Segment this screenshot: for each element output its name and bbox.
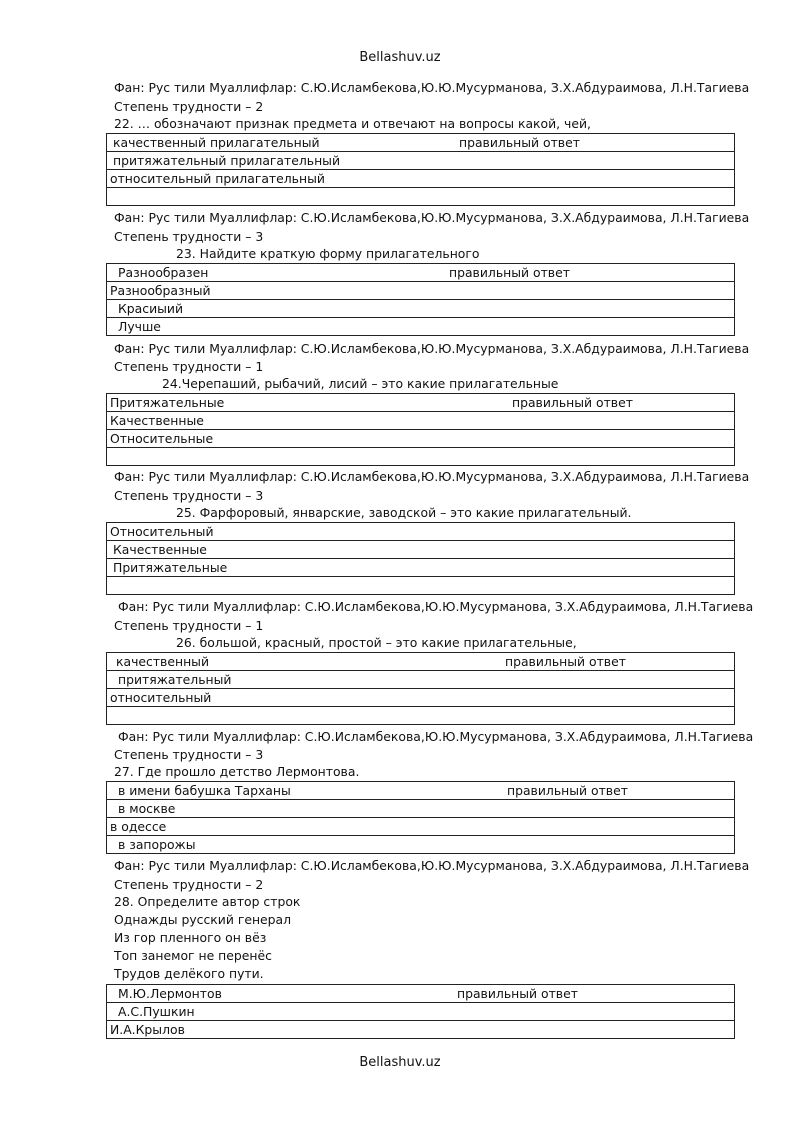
- option-row: [107, 707, 735, 725]
- option-row: [107, 1003, 735, 1021]
- correct-answer-label: правильный ответ: [457, 986, 578, 1001]
- option-row: [107, 134, 735, 152]
- option-row: [107, 188, 735, 206]
- correct-answer-label: правильный ответ: [449, 265, 570, 280]
- option-row: [107, 800, 735, 818]
- option-row: [107, 836, 735, 854]
- option-text: А.С.Пушкин: [118, 1004, 195, 1019]
- question-text: 23. Найдите краткую форму прилагательного: [176, 246, 480, 261]
- option-row: [107, 559, 735, 577]
- poem-line: Топ занемог не перенёс: [114, 948, 272, 963]
- options-table: [106, 263, 735, 336]
- option-text: Разнообразен: [118, 265, 209, 280]
- option-row: [107, 1021, 735, 1039]
- page-footer: Bellashuv.uz: [359, 1055, 441, 1070]
- option-row: [107, 689, 735, 707]
- option-text: качественный: [116, 654, 210, 669]
- option-text: качественный прилагательный: [113, 135, 320, 150]
- option-text: Красиыий: [118, 301, 184, 316]
- option-text: относительный: [110, 690, 212, 705]
- question-text: 25. Фарфоровый, январские, заводской – это какие прилагательный.: [176, 505, 632, 520]
- question-text: 27. Где прошло детство Лермонтова.: [114, 764, 360, 779]
- correct-answer-label: правильный ответ: [505, 654, 626, 669]
- option-row: [107, 782, 735, 800]
- option-text: в запорожы: [118, 837, 196, 852]
- poem-line: Из гор пленного он вёз: [114, 930, 267, 945]
- poem-line: Однажды русский генерал: [114, 912, 292, 927]
- question-meta: Фан: Рус тили Муаллифлар: С.Ю.Исламбекова,Ю.Ю.Мусурманова, З.Х.Абдураимова, Л.Н.Тагиева: [114, 80, 750, 95]
- option-row: [107, 448, 735, 466]
- question-difficulty: Степень трудности – 3: [114, 488, 264, 503]
- option-row: [107, 671, 735, 689]
- option-row: [107, 430, 735, 448]
- option-text: И.А.Крылов: [110, 1022, 185, 1037]
- option-text: в москве: [118, 801, 176, 816]
- option-row: [107, 541, 735, 559]
- question-difficulty: Степень трудности – 1: [114, 359, 264, 374]
- option-row: [107, 523, 735, 541]
- option-text: Качественные: [110, 413, 204, 428]
- option-text: М.Ю.Лермонтов: [118, 986, 222, 1001]
- question-text: 22. … обозначают признак предмета и отвечают на вопросы какой, чей,: [114, 116, 591, 131]
- question-meta: Фан: Рус тили Муаллифлар: С.Ю.Исламбекова,Ю.Ю.Мусурманова, З.Х.Абдураимова, Л.Н.Тагиева: [114, 858, 750, 873]
- option-text: Качественные: [113, 542, 207, 557]
- option-row: [107, 318, 735, 336]
- option-text: Притяжательные: [110, 395, 225, 410]
- options-table: [106, 393, 735, 466]
- question-difficulty: Степень трудности – 3: [114, 229, 264, 244]
- question-text: 24.Черепаший, рыбачий, лисий – это какие прилагательные: [162, 376, 559, 391]
- correct-answer-label: правильный ответ: [512, 395, 633, 410]
- page-header: Bellashuv.uz: [359, 50, 441, 65]
- option-text: Лучше: [118, 319, 161, 334]
- question-meta: Фан: Рус тили Муаллифлар: С.Ю.Исламбекова,Ю.Ю.Мусурманова, З.Х.Абдураимова, Л.Н.Тагиева: [114, 210, 750, 225]
- options-table: [106, 652, 735, 725]
- correct-answer-label: правильный ответ: [459, 135, 580, 150]
- option-row: [107, 653, 735, 671]
- option-row: [107, 170, 735, 188]
- option-row: [107, 264, 735, 282]
- options-table: [106, 133, 735, 206]
- option-row: [107, 818, 735, 836]
- option-text: притяжательный прилагательный: [113, 153, 341, 168]
- option-row: [107, 577, 735, 595]
- question-difficulty: Степень трудности – 1: [114, 618, 264, 633]
- option-text: Притяжательные: [113, 560, 228, 575]
- option-text: притяжательный: [118, 672, 232, 687]
- question-difficulty: Степень трудности – 3: [114, 747, 264, 762]
- question-meta: Фан: Рус тили Муаллифлар: С.Ю.Исламбекова,Ю.Ю.Мусурманова, З.Х.Абдураимова, Л.Н.Тагиева: [114, 469, 750, 484]
- option-text: Разнообразный: [110, 283, 211, 298]
- correct-answer-label: правильный ответ: [507, 783, 628, 798]
- poem-line: Трудов делёкого пути.: [114, 966, 264, 981]
- option-row: [107, 282, 735, 300]
- option-text: в одессе: [110, 819, 167, 834]
- option-row: [107, 152, 735, 170]
- question-text: 28. Определите автор строк: [114, 894, 301, 909]
- question-difficulty: Степень трудности – 2: [114, 877, 264, 892]
- options-table: [106, 984, 735, 1039]
- option-text: в имени бабушка Тарханы: [118, 783, 291, 798]
- question-meta: Фан: Рус тили Муаллифлар: С.Ю.Исламбекова,Ю.Ю.Мусурманова, З.Х.Абдураимова, Л.Н.Тагиева: [114, 341, 750, 356]
- option-text: Относительный: [110, 524, 214, 539]
- options-table: [106, 781, 735, 854]
- question-difficulty: Степень трудности – 2: [114, 99, 264, 114]
- option-row: [107, 985, 735, 1003]
- question-meta: Фан: Рус тили Муаллифлар: С.Ю.Исламбекова,Ю.Ю.Мусурманова, З.Х.Абдураимова, Л.Н.Тагиева: [118, 729, 754, 744]
- option-text: Относительные: [110, 431, 214, 446]
- question-meta: Фан: Рус тили Муаллифлар: С.Ю.Исламбекова,Ю.Ю.Мусурманова, З.Х.Абдураимова, Л.Н.Тагиева: [118, 599, 754, 614]
- question-text: 26. большой, красный, простой – это какие прилагательные,: [176, 635, 577, 650]
- options-table: [106, 522, 735, 595]
- option-text: относительный прилагательный: [110, 171, 325, 186]
- option-row: [107, 412, 735, 430]
- option-row: [107, 300, 735, 318]
- option-row: [107, 394, 735, 412]
